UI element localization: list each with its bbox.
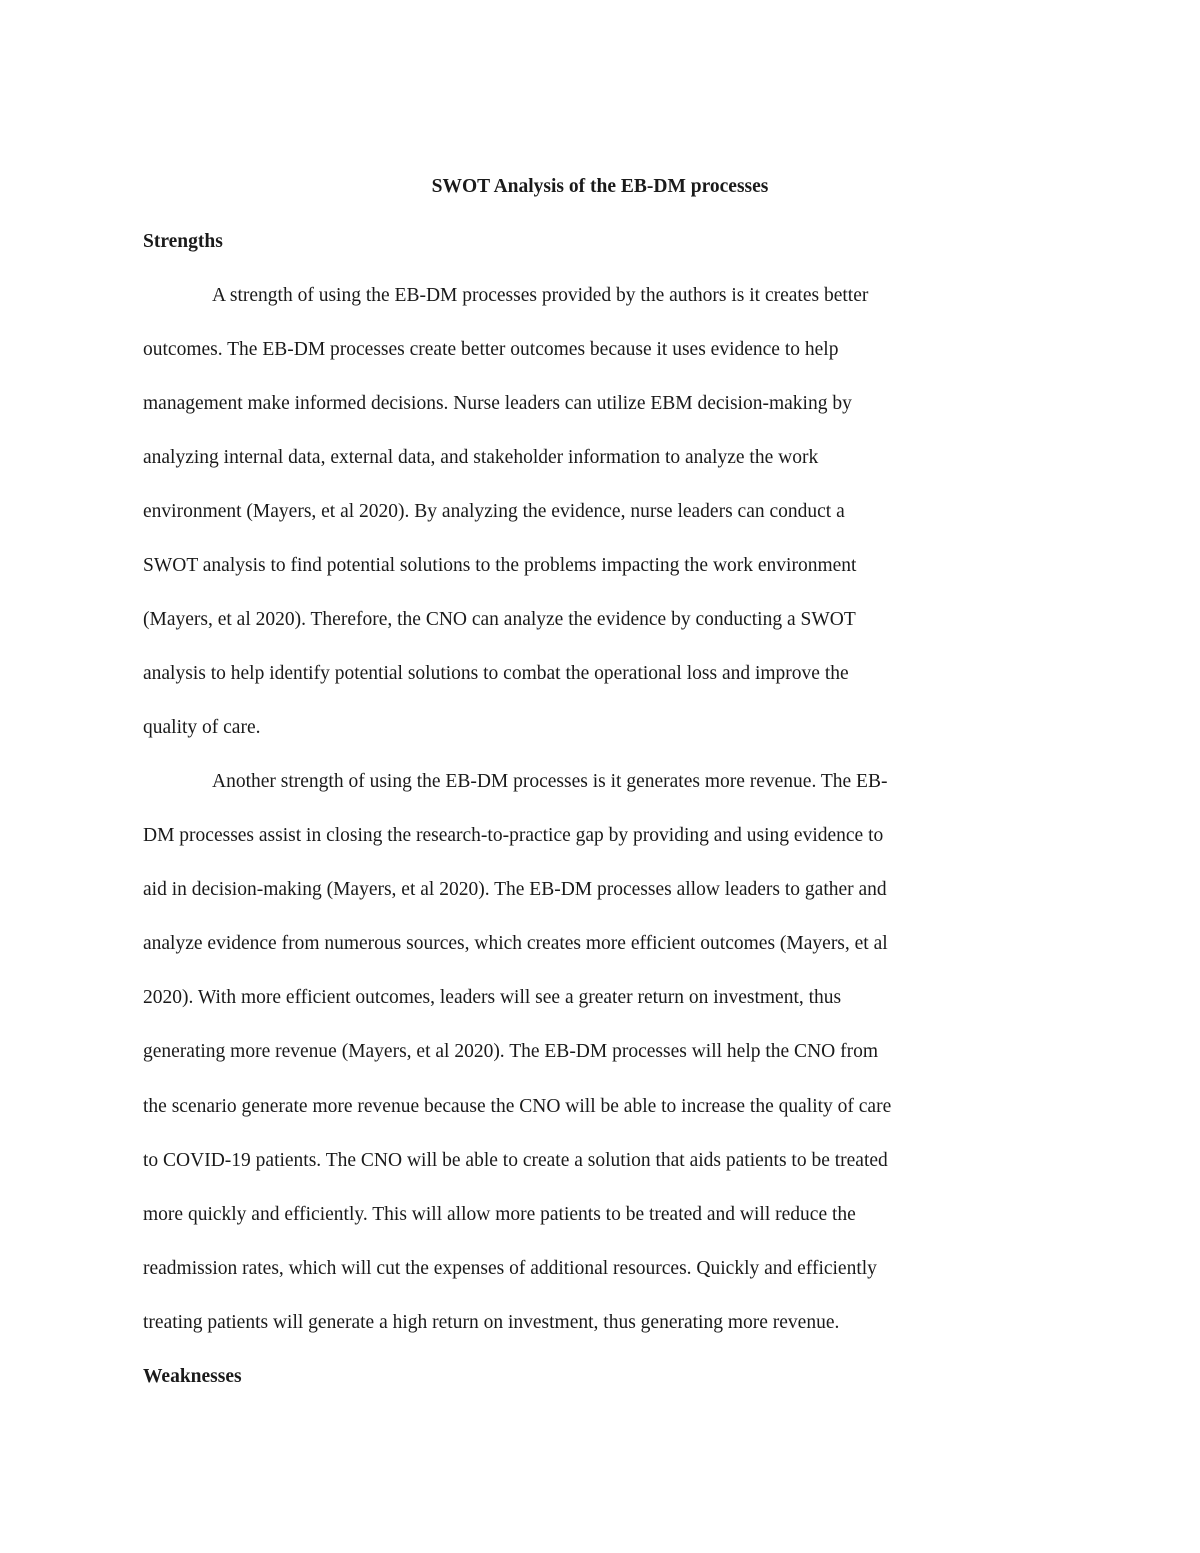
paragraph-line: management make informed decisions. Nurse leaders can utilize EBM decision-making by [143, 393, 852, 414]
document-title: SWOT Analysis of the EB-DM processes [431, 176, 769, 197]
paragraph-line: quality of care. [143, 717, 261, 738]
paragraph-line: 2020). With more efficient outcomes, leaders will see a greater return on investment, thus [143, 987, 842, 1008]
paragraph-line: DM processes assist in closing the research-to-practice gap by providing and using evidence to [143, 825, 884, 846]
paragraph-line: analyze evidence from numerous sources, which creates more efficient outcomes (Mayers, et al [143, 933, 888, 954]
paragraph-line: analyzing internal data, external data, and stakeholder information to analyze the work [143, 447, 819, 468]
paragraph-line: generating more revenue (Mayers, et al 2020). The EB-DM processes will help the CNO from [143, 1041, 879, 1062]
section-heading-strengths: Strengths [143, 231, 223, 252]
paragraph-line: the scenario generate more revenue because the CNO will be able to increase the quality of care [143, 1096, 892, 1117]
paragraph-line: Another strength of using the EB-DM processes is it generates more revenue. The EB- [212, 771, 888, 792]
paragraph-line: (Mayers, et al 2020). Therefore, the CNO can analyze the evidence by conducting a SWOT [143, 609, 856, 630]
paragraph-line: readmission rates, which will cut the expenses of additional resources. Quickly and efficiently [143, 1258, 877, 1279]
paragraph-line: A strength of using the EB-DM processes provided by the authors is it creates better [212, 285, 869, 306]
paragraph-line: outcomes. The EB-DM processes create better outcomes because it uses evidence to help [143, 339, 839, 360]
paragraph-line: treating patients will generate a high return on investment, thus generating more revenue. [143, 1312, 840, 1333]
paragraph-line: aid in decision-making (Mayers, et al 2020). The EB-DM processes allow leaders to gather and [143, 879, 887, 900]
paragraph-line: analysis to help identify potential solutions to combat the operational loss and improve the [143, 663, 849, 684]
paragraph-line: more quickly and efficiently. This will allow more patients to be treated and will reduce the [143, 1204, 856, 1225]
paragraph-line: to COVID-19 patients. The CNO will be able to create a solution that aids patients to be treated [143, 1150, 888, 1171]
paragraph-line: SWOT analysis to find potential solutions to the problems impacting the work environment [143, 555, 857, 576]
section-heading-weaknesses: Weaknesses [143, 1366, 242, 1387]
paragraph-line: environment (Mayers, et al 2020). By analyzing the evidence, nurse leaders can conduct a [143, 501, 845, 522]
